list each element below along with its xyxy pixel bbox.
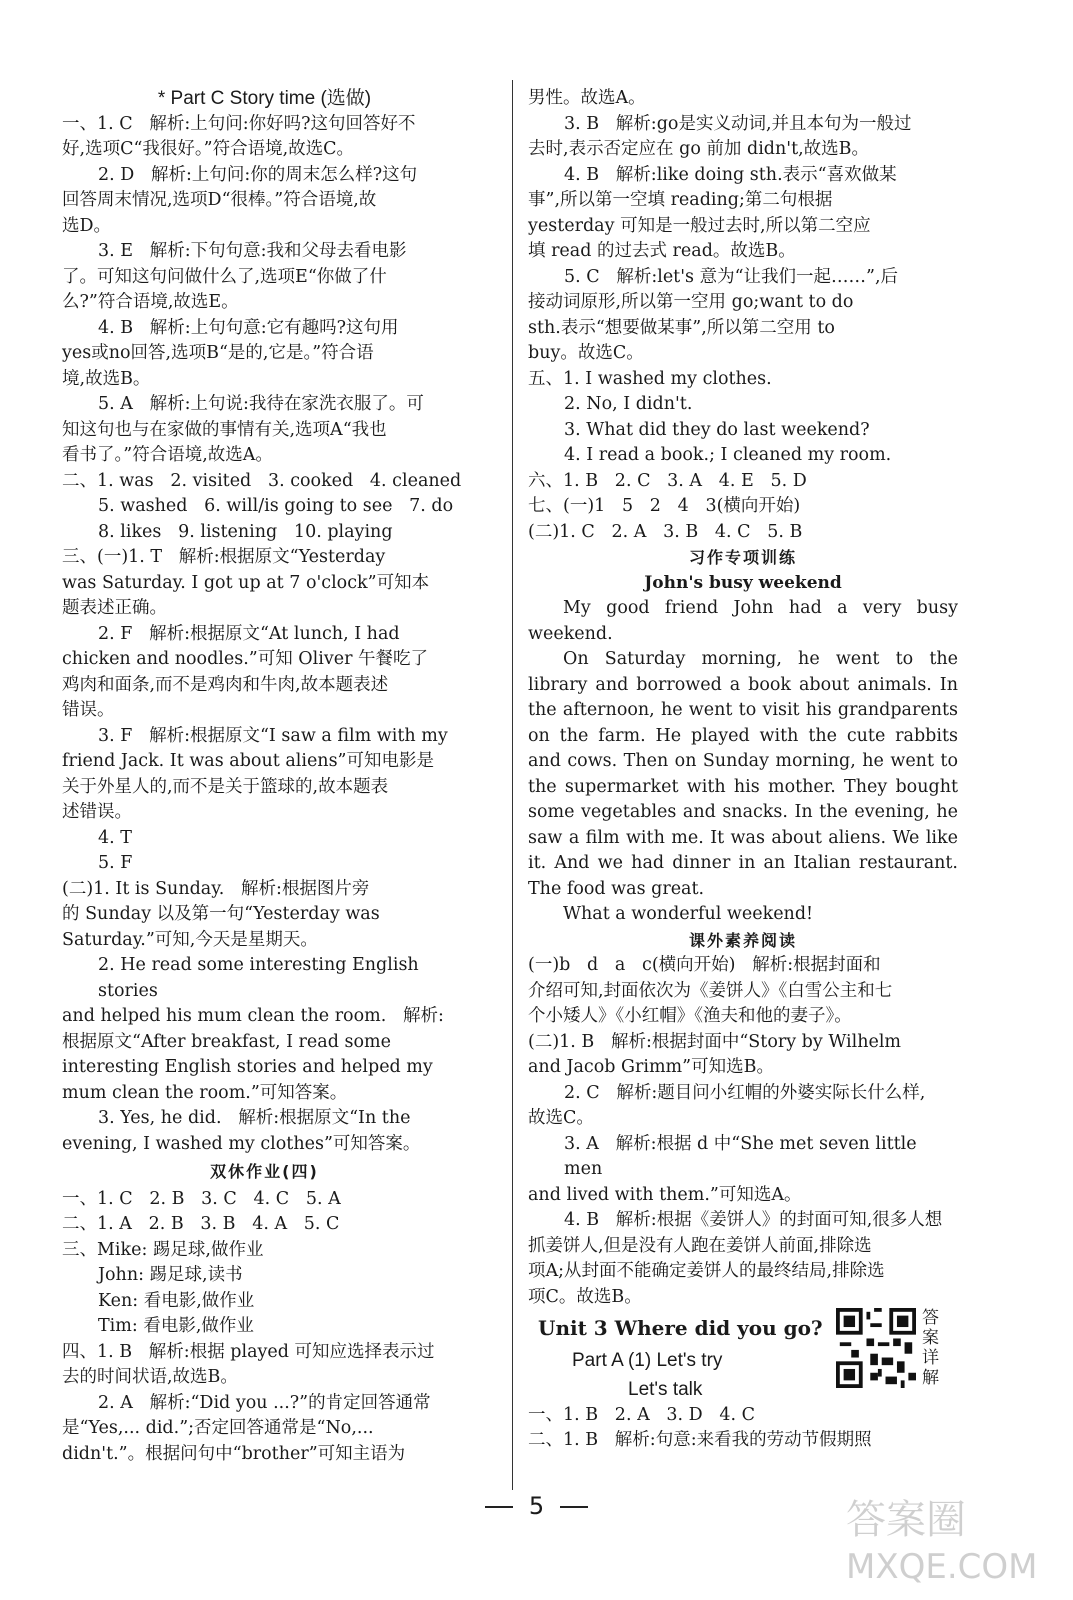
qr-code-block — [836, 1308, 956, 1388]
part-c-heading: * Part C Story time (选做) — [157, 88, 372, 109]
answer-line: 事”,所以第一空填 reading;第二句根据 — [528, 190, 833, 210]
answer-line: sth.表示“想要做某事”,所以第二空用 to — [528, 317, 835, 338]
answer-line: friend Jack. It was about aliens”可知电影是 — [62, 751, 434, 771]
answer-line: 4. T — [98, 827, 132, 848]
answer-line: 4. B 解析:like doing sth.表示“喜欢做某 — [564, 164, 897, 185]
answer-line: 项A;从封面不能确定姜饼人的最终结局,排除选 — [528, 1261, 885, 1281]
answer-line: was Saturday. I got up at 7 o'clock”可知本 — [62, 572, 430, 593]
answer-line: 4. I read a book.; I cleaned my room. — [564, 445, 892, 465]
answer-line: 故选C。 — [528, 1108, 594, 1128]
answer-line: (二)1. It is Sunday. 解析:根据图片旁 — [62, 878, 370, 899]
answer-line: (二)1. B 解析:根据封面中“Story by Wilhelm — [528, 1031, 902, 1052]
answer-line: 鸡肉和面条,而不是鸡肉和牛肉,故本题表述 — [62, 674, 389, 695]
answer-line: buy。故选C。 — [528, 343, 644, 363]
page-number-value: 5 — [528, 1492, 545, 1520]
answer-line: 二、1. A 2. B 3. B 4. A 5. C — [62, 1214, 340, 1234]
answer-line: 三、Mike: 踢足球,做作业 — [62, 1239, 264, 1260]
answer-line: 抓姜饼人,但是没有人跑在姜饼人前面,排除选 — [528, 1235, 872, 1256]
answer-line: yesterday 可知是一般过去时,所以第二空应 — [528, 215, 871, 236]
answer-line: 好,选项C“我很好。”符合语境,故选C。 — [62, 139, 355, 159]
answer-line: Ken: 看电影,做作业 — [98, 1290, 255, 1311]
page-number-dash-right — [560, 1506, 588, 1508]
answer-line: 5. washed 6. will/is going to see 7. do — [98, 496, 454, 516]
answer-line: 三、(一)1. T 解析:根据原文“Yesterday — [62, 547, 386, 567]
answer-line: and helped his mum clean the room. 解析: — [62, 1006, 444, 1026]
lets-talk-heading: Let's talk — [628, 1379, 703, 1400]
answer-line: John: 踢足球,读书 — [98, 1265, 243, 1285]
answer-line: 了。可知这句问做什么了,选项E“你做了什 — [62, 266, 387, 287]
answer-line: 述错误。 — [62, 802, 132, 822]
answer-line: 去的时间状语,故选B。 — [62, 1367, 238, 1387]
answer-line: 3. F 解析:根据原文“I saw a film with my — [98, 725, 448, 746]
answer-line: 3. E 解析:下句句意:我和父母去看电影 — [98, 241, 407, 261]
essay-paragraph-3: What a wonderful weekend! — [563, 904, 814, 924]
answer-line: 去时,表示否定应在 go 前加 didn't,故选B。 — [528, 139, 870, 159]
qr-code-icon — [836, 1308, 916, 1388]
answer-line: 境,故选B。 — [62, 368, 151, 389]
answer-line: 五、1. I washed my clothes. — [528, 368, 772, 389]
unit-title: Unit 3 Where did you go? — [538, 1316, 823, 1340]
unit3-answers — [528, 1403, 958, 1454]
answer-line: mum clean the room.”可知答案。 — [62, 1082, 348, 1103]
answer-line: Tim: 看电影,做作业 — [98, 1316, 254, 1336]
answer-line: 的 Sunday 以及第一句“Yesterday was — [62, 904, 380, 924]
page-number-dash-left — [485, 1506, 513, 1508]
answer-line: 二、1. B 解析:句意:来看我的劳动节假期照 — [528, 1430, 872, 1450]
writing-section-title: 习作专项训练 — [688, 548, 797, 567]
answer-line: 3. A 解析:根据 d 中“She met seven little men — [564, 1133, 923, 1179]
answer-line: 3. Yes, he did. 解析:根据原文“In the — [98, 1108, 411, 1128]
answer-line: didn't.”。根据问句中“brother”可知主语为 — [62, 1443, 406, 1464]
answer-line: Saturday.”可知,今天是星期天。 — [62, 929, 318, 950]
answer-line: 2. D 解析:上句问:你的周末怎么样?这句 — [98, 164, 418, 185]
column-divider — [512, 80, 513, 1490]
answer-line: 5. A 解析:上句说:我待在家洗衣服了。可 — [98, 394, 424, 414]
answer-line: 根据原文“After breakfast, I read some — [62, 1031, 391, 1052]
answer-line: 男性。故选A。 — [528, 88, 646, 108]
watermark-logo — [836, 1478, 1061, 1588]
answer-line: 2. A 解析:“Did you ...?”的肯定回答通常 — [98, 1392, 431, 1413]
answer-line: 错误。 — [62, 700, 115, 720]
answer-line: 是“Yes,... did.”;否定回答通常是“No,... — [62, 1418, 374, 1438]
answer-line: and Jacob Grimm”可知选B。 — [528, 1057, 774, 1077]
right-column — [528, 86, 958, 1454]
answer-line: 2. No, I didn't. — [564, 394, 693, 414]
essay-paragraph-1: My good friend John had a very busy weekend. — [528, 598, 958, 644]
reading-section-title: 课外素养阅读 — [688, 930, 797, 950]
answer-line: 关于外星人的,而不是关于篮球的,故本题表 — [62, 776, 389, 797]
answer-line: 2. F 解析:根据原文“At lunch, I had — [98, 623, 400, 644]
answer-line: 六、1. B 2. C 3. A 4. E 5. D — [528, 470, 807, 491]
answer-line: 二、1. was 2. visited 3. cooked 4. cleaned — [62, 470, 462, 491]
answer-line: 么?”符合语境,故选E。 — [62, 292, 239, 312]
answer-line: 3. B 解析:go是实义动词,并且本句为一般过 — [564, 113, 912, 134]
answer-line: 七、(一)1 5 2 4 3(横向开始) — [528, 496, 801, 516]
answer-line: 填 read 的过去式 read。故选B。 — [528, 241, 796, 261]
left-answers — [62, 112, 467, 1158]
answer-line: 一、1. B 2. A 3. D 4. C — [528, 1404, 756, 1425]
answer-line: 2. He read some interesting English stories — [98, 955, 425, 1001]
answer-line: 四、1. B 解析:根据 played 可知应选择表示过 — [62, 1341, 435, 1362]
answer-line: (二)1. C 2. A 3. B 4. C 5. B — [528, 521, 803, 542]
watermark-cn: 答案圈 — [846, 1497, 966, 1543]
answer-line: interesting English stories and helped my — [62, 1057, 433, 1077]
answer-line: (一)b d a c(横向开始) 解析:根据封面和 — [528, 955, 881, 975]
answer-line: 一、1. C 2. B 3. C 4. C 5. A — [62, 1188, 341, 1209]
answer-line: 接动词原形,所以第一空用 go;want to do — [528, 292, 854, 312]
answer-line: 8. likes 9. listening 10. playing — [98, 521, 393, 542]
answer-line: 一、1. C 解析:上句问:你好吗?这句回答好不 — [62, 113, 416, 134]
right-answers — [528, 86, 958, 545]
answer-line: 5. C 解析:let's 意为“让我们一起……”,后 — [564, 266, 899, 287]
answer-line: evening, I washed my clothes”可知答案。 — [62, 1133, 421, 1154]
answer-line: 介绍可知,封面依次为《姜饼人》《白雪公主和七 — [528, 980, 893, 1001]
answer-line: 题表述正确。 — [62, 598, 167, 618]
answer-line: 3. What did they do last weekend? — [564, 419, 870, 440]
answer-line: yes或no回答,选项B“是的,它是。”符合语 — [62, 343, 374, 363]
answer-line: 4. B 解析:上句句意:它有趣吗?这句用 — [98, 317, 399, 338]
essay-paragraph-2: On Saturday morning, he went to the library and borrowed a book about animals. In the afternoon, he went to visit his grandparents on the farm. He played with the cute rabbits and cows. Then on Sunday morning, he went to the supermarket with his mother. They bought some vegetables and snacks. In the evening, he saw a film with me. It was about aliens. We like it. And we had dinner in an Italian restaurant. The food was great. — [528, 649, 958, 899]
reading-answers — [528, 953, 958, 1310]
part-a-heading: Part A (1) Let's try — [572, 1349, 723, 1371]
answer-line: 个小矮人》《小红帽》《渔夫和他的妻子》。 — [528, 1006, 852, 1026]
weekend-homework-title: 双休作业(四) — [210, 1162, 319, 1181]
answer-line: 选D。 — [62, 215, 112, 236]
answer-line: 2. C 解析:题目问小红帽的外婆实际长什么样, — [564, 1082, 926, 1103]
watermark-url: MXQE.COM — [846, 1547, 1038, 1587]
essay-title: John's busy weekend — [644, 572, 842, 593]
answer-line: 看书了。”符合语境,故选A。 — [62, 445, 273, 465]
answer-line: 5. F — [98, 853, 133, 873]
answer-line: and lived with them.”可知选A。 — [528, 1184, 802, 1205]
answer-line: 4. B 解析:根据《姜饼人》的封面可知,很多人想 — [564, 1210, 943, 1230]
qr-label: 答案详解 — [922, 1308, 939, 1388]
answer-line: 项C。故选B。 — [528, 1286, 642, 1307]
left-answers-2 — [62, 1187, 467, 1468]
answer-line: 回答周末情况,选项D“很棒。”符合语境,故 — [62, 190, 377, 210]
answer-line: 知这句也与在家做的事情有关,选项A“我也 — [62, 419, 387, 440]
left-column — [62, 86, 467, 1467]
answer-line: chicken and noodles.”可知 Oliver 午餐吃了 — [62, 649, 428, 669]
